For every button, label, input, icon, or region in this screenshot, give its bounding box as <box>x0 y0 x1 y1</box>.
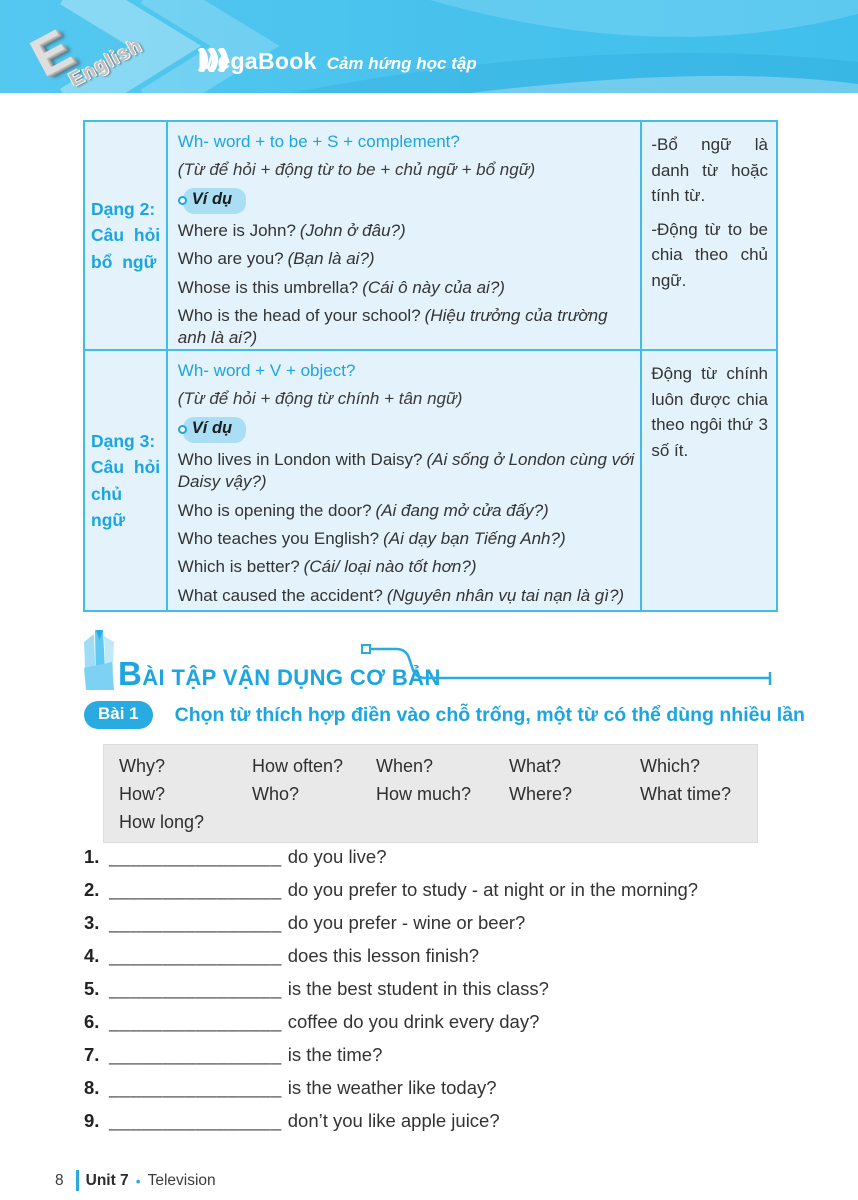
example-vi: (Bạn là ai?) <box>287 249 375 269</box>
form-label: Dạng 2: <box>91 199 156 220</box>
example-vi: (John ở đâu?) <box>299 220 406 240</box>
form-name: Câu hỏi bổ ngữ <box>91 225 161 272</box>
example-line <box>178 220 635 242</box>
word-bank <box>103 744 758 843</box>
word-bank-item: How often? <box>252 756 344 776</box>
question-blank: ________________ <box>109 945 282 966</box>
question-item <box>84 879 784 912</box>
topic-label: Television <box>147 1171 216 1189</box>
form-name: Câu hỏi chủ ngữ <box>91 457 161 530</box>
circle-bullet-icon <box>178 196 187 205</box>
exercise-instruction: Chọn từ thích hợp điền vào chỗ trống, một từ có thể dùng nhiều lần <box>174 703 805 726</box>
question-number: 9. <box>84 1110 100 1131</box>
note-cell <box>642 351 776 610</box>
word-bank-item: Where? <box>509 784 573 804</box>
logo-word: English <box>65 34 146 92</box>
table-row-dang2 <box>85 122 776 351</box>
example-en: Whose is this umbrella? <box>177 277 359 297</box>
question-number: 2. <box>84 879 100 900</box>
circle-bullet-icon <box>178 425 187 434</box>
question-number: 8. <box>84 1077 100 1098</box>
word-bank-item: How long? <box>119 812 205 832</box>
question-blank: ________________ <box>109 846 282 867</box>
example-vi: (Cái/ loại nào tốt hơn?) <box>303 557 477 577</box>
question-item <box>84 978 784 1011</box>
question-item <box>84 912 784 945</box>
question-text: do you live? <box>287 846 387 867</box>
question-item <box>84 1110 784 1143</box>
example-en: Who are you? <box>177 249 284 269</box>
question-text: do you prefer to study - at night or in the morning? <box>287 879 699 900</box>
question-number: 5. <box>84 978 100 999</box>
example-label: Ví dụ <box>183 417 246 443</box>
bullet-icon: • <box>135 1172 141 1189</box>
question-blank: ________________ <box>109 1044 282 1065</box>
example-en: What caused the accident? <box>177 585 383 605</box>
header-banner <box>0 0 858 93</box>
footer-divider <box>76 1170 79 1191</box>
question-item <box>84 945 784 978</box>
word-bank-item: What time? <box>640 784 732 804</box>
example-vi: (Hiệu trưởng của trường anh là ai?) <box>177 305 608 348</box>
example-line <box>178 528 635 550</box>
example-vi: (Ai dạy bạn Tiếng Anh?) <box>383 528 566 548</box>
example-line <box>178 305 635 349</box>
question-blank: ________________ <box>109 879 282 900</box>
formula-translation: (Từ để hỏi + động từ to be + chủ ngữ + bổ ngữ) <box>177 160 536 180</box>
question-item <box>84 1011 784 1044</box>
example-vi: (Ai đang mở cửa đấy?) <box>375 500 549 520</box>
page-number: 8 <box>55 1171 64 1189</box>
question-text: does this lesson finish? <box>287 945 480 966</box>
exercise-badge: Bài 1 <box>84 701 153 729</box>
section-title: BÀI TẬP VẬN DỤNG CƠ BẢN <box>118 655 441 692</box>
example-line <box>178 248 635 270</box>
word-bank-item: How? <box>119 784 166 804</box>
example-line <box>178 500 635 522</box>
example-en: Who teaches you English? <box>177 528 380 548</box>
unit-label: Unit 7 <box>85 1171 129 1189</box>
question-blank: ________________ <box>109 1077 282 1098</box>
decorative-line <box>0 630 858 700</box>
question-blank: ________________ <box>109 1110 282 1131</box>
content-cell <box>168 351 643 610</box>
question-blank: ________________ <box>109 1011 282 1032</box>
note-text: -Động từ to be chia theo chủ ngữ. <box>651 219 768 290</box>
note-text: -Bổ ngữ là danh từ hoặc tính từ. <box>651 135 768 205</box>
formula: Wh- word + to be + S + complement? <box>177 132 460 151</box>
example-vi: (Cái ô này của ai?) <box>362 277 505 297</box>
question-number: 7. <box>84 1044 100 1065</box>
wave-shape <box>430 0 858 37</box>
example-line <box>178 449 635 494</box>
example-en: Who lives in London with Daisy? <box>177 449 423 469</box>
question-blank: ________________ <box>109 978 282 999</box>
example-vi: (Nguyên nhân vụ tai nạn là gì?) <box>386 585 625 605</box>
brand-tagline: Cảm hứng học tập <box>326 54 477 73</box>
word-bank-item: What? <box>509 756 562 776</box>
logo-letter: E <box>21 18 82 89</box>
question-number: 4. <box>84 945 100 966</box>
example-en: Where is John? <box>177 220 296 240</box>
question-text: do you prefer - wine or beer? <box>287 912 526 933</box>
question-text: don’t you like apple juice? <box>287 1110 500 1131</box>
question-blank: ________________ <box>109 912 282 933</box>
question-text: is the time? <box>287 1044 383 1065</box>
example-en: Which is better? <box>177 557 300 577</box>
question-item <box>84 1077 784 1110</box>
exercise-header <box>84 701 805 729</box>
example-badge <box>178 417 635 443</box>
formula-translation: (Từ để hỏi + động từ chính + tân ngữ) <box>177 389 463 409</box>
word-bank-item: Why? <box>119 756 166 776</box>
note-cell <box>642 122 776 349</box>
question-item <box>84 846 784 879</box>
example-vi: (Ai sống ở London cùng với Daisy vậy?) <box>177 449 635 492</box>
example-line <box>178 556 635 578</box>
word-bank-item: When? <box>376 756 434 776</box>
word-bank-item: How much? <box>376 784 472 804</box>
formula: Wh- word + V + object? <box>177 361 356 380</box>
page-footer <box>55 1170 216 1191</box>
example-line <box>178 277 635 299</box>
brand-name: MegaBook <box>198 48 317 74</box>
word-bank-item: Which? <box>640 756 701 776</box>
form-label: Dạng 3: <box>91 431 156 451</box>
example-line <box>178 585 635 607</box>
example-badge <box>178 188 635 214</box>
table-row-dang3 <box>85 351 776 610</box>
note-text: Động từ chính luôn được chia theo ngôi thứ 3 số ít. <box>651 364 768 460</box>
word-bank-item: Who? <box>252 784 300 804</box>
form-label-cell <box>85 351 168 610</box>
question-number: 1. <box>84 846 100 867</box>
form-label-cell <box>85 122 168 349</box>
content-cell <box>168 122 643 349</box>
example-en: Who is opening the door? <box>177 500 372 520</box>
grammar-table <box>83 120 778 612</box>
question-number: 3. <box>84 912 100 933</box>
example-label: Ví dụ <box>183 188 246 214</box>
megabook-brand <box>198 48 477 75</box>
question-number: 6. <box>84 1011 100 1032</box>
question-list <box>84 846 784 1143</box>
question-item <box>84 1044 784 1077</box>
question-text: is the best student in this class? <box>287 978 549 999</box>
brand-arcs-icon <box>198 48 228 72</box>
example-en: Who is the head of your school? <box>177 305 421 325</box>
question-text: coffee do you drink every day? <box>287 1011 540 1032</box>
question-text: is the weather like today? <box>287 1077 497 1098</box>
